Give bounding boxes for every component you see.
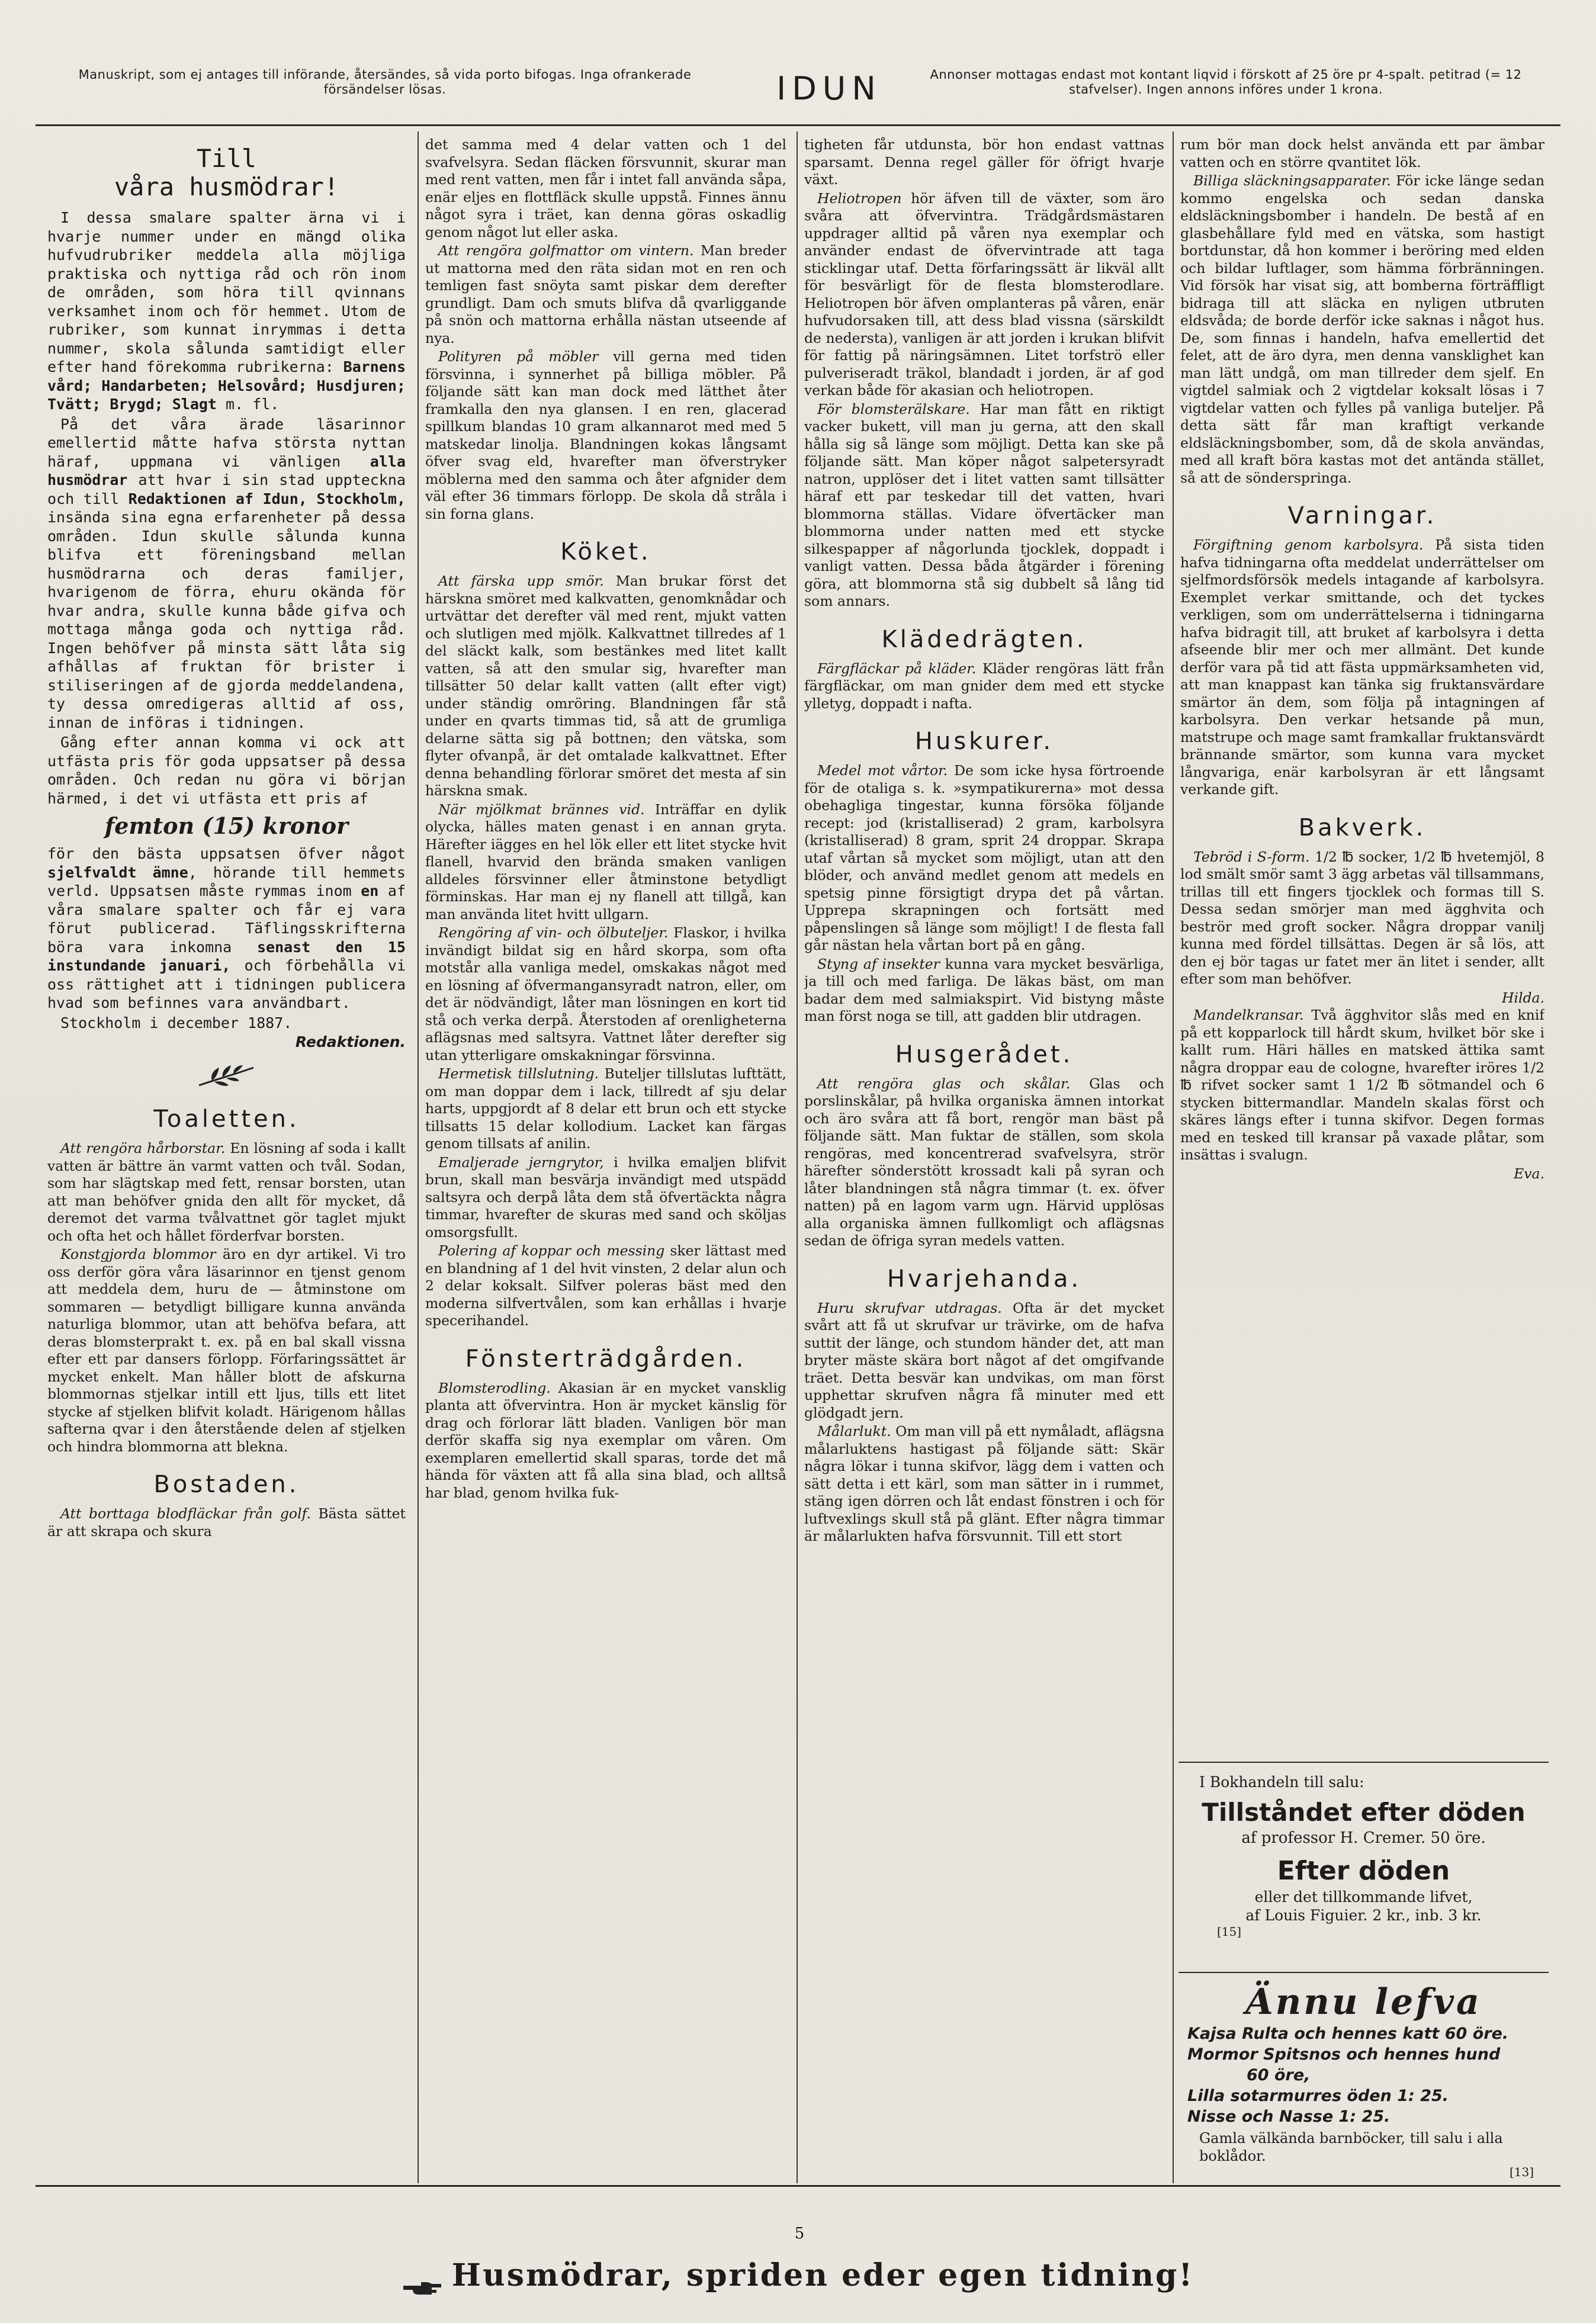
flower-lovers-title: För blomsterälskare. [817,400,970,417]
household-item1-title: Att rengöra glas och skålar. [817,1075,1071,1092]
intro-text-2 [47,844,406,1032]
kitchen-item1-text: Man brukar först det härskna smöret med kalkvatten, genomknådar och urtvättar det derefter väl med rent, mjukt vatten och slutligen med mjölk. Kalkvattnet tillredes af 1 del släckt kalk, som bestänkes med litet kallt vatten, så att den smular sig, hvarefter man tillsätter 50 delar kallt vatten (allt efter vigt) under ständig omröring. Blandningen får stå under en qvarts timmas tid, så att de grumliga delarne sätta sig på bottnen; den vätska, som flyter ofvanpå, är det omtalade kalkvattnet. Efter denna behandling förlorar smöret det mesta af sin härskna smak. [425,573,786,799]
column-rule-2 [797,131,798,2183]
intro-p4-mid2: af våra smalare spalter och får ej vara förut publicerad. Täflingsskrifterna böra vara inkomna [47,882,406,956]
book-mormor-spitsnos: Mormor Spitsnos och hennes hund [1187,2045,1501,2064]
remedy-item1-title: Medel mot vårtor. [817,762,948,779]
section-heading-kladedragten: Klädedrägten. [881,625,1087,653]
misc-item1-title: Huru skrufvar utdragas. [817,1299,1002,1316]
rug-cleaning-text: Man breder ut mattorna med den räta sidan mot en ren och temligen fast snöyta samt piskar dem derefter grundligt. Dam och smuts blifva då qvarliggande på snön och mattorna erhålla nästan utseende af nya. [425,242,786,346]
intro-p4-mid: , hörande till hemmets verld. Uppsatsen måste rymmas inom [47,863,406,899]
remedy-item1-text: De som icke hysa förtroende för de otaliga s. k. »sympatikurerna» mot dessa obehagliga tingestar, kunna försöka följande recept: jod (kristalliserad) 2 gram, karbolsyra (kristalliserad) 8 gram, sprit 24 droppar. Skrapa utaf vårtan så mycket som möjligt, utan att den blöder, och använd medlet genom att medels en spetsig pinne försigtigt drypa det på vårtan. Upprepa skrapningen och fortsätt med påpenslingen så länge som möjligt! I de flesta fall går nästan hela vårtan bort på en gång. [804,762,1164,953]
book1-details: af professor H. Cremer. 50 öre. [1241,1829,1486,1847]
advertising-notice: Annonser mottagas endast mot kontant liqvid i förskott af 25 öre pr 4-spalt. petitrad (= 12 stafvelser). Ingen annons införes under 1 krona. [930,68,1522,97]
intro-p4-en: en [361,882,379,899]
prize-amount: femton (15) kronor [104,812,349,839]
warning-item1-title: Förgiftning genom karbolsyra. [1193,536,1424,553]
kitchen-item6-title: Polering af koppar och messing [438,1242,665,1259]
home-item1-text: Bästa sättet är att skrapa och skura [47,1505,406,1540]
column-4 [1180,136,1544,1747]
intro-p4: för den bästa uppsatsen öfver något [47,845,406,862]
childrens-books-note: Gamla välkända barnböcker, till salu i alla boklådor. [1199,2130,1503,2164]
home-item1-title: Att borttaga blodfläckar från golf. [60,1505,311,1522]
section-heading-hvarjehanda: Hvarjehanda. [887,1265,1082,1293]
remedy-item2-title: Styng af insekter [817,955,940,972]
intro-deadline: senast den 15 instundande januari, [47,938,406,974]
column-2 [425,136,786,2173]
book2-title: Efter döden [1277,1856,1450,1886]
section-heading-toaletten: Toaletten. [153,1106,300,1133]
col4-continued-text: rum bör man dock helst använda ett par ämbar vatten och en större qvantitet lök. [1180,136,1544,171]
column-1 [47,136,406,2173]
heliotrope-text: hör äfven till de växter, som äro svåra att öfvervintra. Trädgårdsmästaren uppdrager alltid på våren nya exemplar och använder endast de öfvervintrade att taga sticklingar utaf. Detta förfaringssätt är likväl allt för besvärligt för de flesta blomsterodlare. Heliotropen bör äfven omplanteras på våren, enär hufvudorsaken till, att dess blad vissna (särskildt de nedersta), vanligen är att jorden i krukan blifvit för fattig på näringsämnen. Litet torfströ eller pulveriseradt träkol, blandadt i jorden, är af god verkan både för akasian och heliotropen. [804,189,1164,399]
page-header [41,65,1555,118]
rug-cleaning-title: Att rengöra golfmattor om vintern. [438,242,694,259]
toilet-item1-text: En lösning af soda i kallt vatten är bättre än varmt vatten och tvål. Sodan, som har slägtskap med fett, rensar borsten, utan att man behöfver gnida den allt för mycket, då deremot det varma tvålvattnet gör taglet mjukt och ofta het och hållet förderfvar borsten. [47,1140,406,1244]
section-heading-husgeradet: Husgerådet. [895,1040,1074,1068]
toilet-item2-text: äro en dyr artikel. Vi tro oss derför göra våra läsarinnor en tjenst genom att meddela dem, huru de — åtminstone om sommaren — betydligt billigare kunna använda naturliga blommor, utan att behöfva befara, att deras blomsterprakt t. ex. på en bal skall vissna efter ett par dansers förlopp. Förfaringssättet är mycket enkelt. Man håller blott de afskurna blommornas stjelkar intill ett ljus, tills ett litet stycke af stjelken blifvit koladt. Härigenom hållas safterna qvar i den återstående delen af stjelken och hindra blommorna att blekna. [47,1246,406,1455]
kitchen-item2-title: När mjölkmat brännes vid. [438,801,645,818]
intro-p2-mid: att hvar i sin stad uppteckna och till [47,471,406,507]
bakery-item2-text: Två ägghvitor slås med en knif på ett kopparlock till hårdt skum, hvilket bör ske i kallt rum. Häri hälles en matsked ättika samt några droppar eau de cologne, hvarefter iröres 1/2 ℔ rifvet socker samt 1 1/2 ℔ sötmandel och 6 stycken bittermandlar. Mandeln skalas först och skäres längs efter i tunna skifvor. Degen formas med en tesked till kransar på vaxade plåtar, som insättas i svalugn. [1180,1007,1544,1163]
book-advert-intro: I Bokhandeln till salu: [1199,1773,1364,1791]
editor-signature: Redaktionen. [295,1033,406,1050]
childrens-books-code: [13] [1509,2165,1534,2179]
pointing-hand-icon [402,2269,444,2287]
bakery-item1-signature: Hilda. [1501,989,1544,1006]
warning-item1-text: På sista tiden hafva tidningarna ofta meddelat underrättelser om sjelfmordsförsök medels intagande af karbolsyra. Exemplet verkar smittande, och det tyckes verkligen, som om underrättelserna i tidningarna hafva bidragit till, att bruket af karbolsyra i detta afseende blir mer och mer allmänt. Det kunde derför vara på tid att fästa uppmärksamheten vid, att man knappast kan tänka sig fruktansvärdare smärtor än dem, som följa på intagningen af karbolsyra. Den verkar hetsande på mun, matstrupe och mage samt framkallar fruktansvärdt brännande smärtor, som kunna vara mycket långvariga, enär karbolsyran är ett långsamt verkande gift. [1180,536,1544,798]
childrens-books-advert [1181,1981,1546,2179]
header-rule [36,124,1560,126]
book-nisse-nasse: Nisse och Nasse 1: 25. [1187,2107,1391,2126]
bakery-item1-title: Tebröd i S-form. [1193,848,1310,865]
book-advert [1181,1773,1546,1939]
kitchen-item4-text: Buteljer tillslutas lufttätt, om man doppar dem i lack, tillredt af sju delar harts, uppgjordt af 8 delar ett brun och ett stycke tillsatts 15 delar kollodium. Lacket kan färgas genom tillsats af anilin. [425,1065,786,1152]
remedy-item2-text: kunna vara mycket besvärliga, ja till och med farliga. De läkas bäst, om man badar dem med salmiakspirt. Vid bistyng måste man först noga se till, att gadden blir utdragen. [804,955,1164,1024]
book-mormor-spitsnos-price: 60 öre, [1247,2066,1311,2084]
fire-extinguisher-title: Billiga släckningsapparater. [1193,172,1391,189]
page-number: 5 [794,2225,805,2242]
bakery-item2-title: Mandelkransar. [1193,1007,1304,1023]
intro-p2: På det våra ärade läsarinnor emellertid måtte hafva största nyttan häraf, uppmana vi vänligen [47,415,406,470]
flower-lovers-text: Har man fått en riktigt vacker bukett, vill man ju gerna, att den skall hålla sig så länge som möjligt. Detta kan ske på följande sätt. Man köper något salpetersyradt natron, upplöser det i litet vatten samt tillsätter häraf ett par teskedar till det vatten, hvari blommorna ställas. Vidare öfvertäcker man blommorna under natten med ett stycke silkespapper af någorlunda tjocklek, doppadt i vanligt vatten. Dessa båda åtgärder i förening göra, att blommorna stå sig dubbelt så lång tid som annars. [804,400,1164,609]
ad-rule-2 [1178,1972,1549,1973]
footer-slogan-text: Husmödrar, spriden eder egen tidning! [451,2257,1194,2293]
kitchen-item2-text: Inträffar en dylik olycka, hälles maten genast i en annan gryta. Härefter iägges en hel lök eller ett litet stycke hvit flanell, hvarvid den brända smaken vanligen alldeles försvinner eller åtminstone betydligt förminskas. Har man ej ny flanell att tillgå, kan man använda litet hvitt ullgarn. [425,801,786,923]
bakery-item1-text: 1/2 ℔ socker, 1/2 ℔ hvetemjöl, 8 lod smält smör samt 3 ägg arbetas väl tillsammans, trillas till ett fingers tjocklek och formas till S. Dessa sedan smörjer man med ägghvita och beströr med groft socker. Några droppar vanilj kunna med fördel tillsättas. Degen är så lös, att den ej bör tagas ur fatet mer än litet i sender, allt efter som man behöfver. [1180,848,1544,987]
column-3 [804,136,1164,2173]
section-heading-fonstertradgarden: Fönsterträdgården. [465,1345,747,1373]
book-advert-code: [15] [1217,1924,1242,1939]
heliotrope-title: Heliotropen [817,189,902,207]
clothing-item1-text: Kläder rengöras lätt från färgfläckar, om man gnider dem med ett stycke ylletyg, doppadt i nafta. [804,660,1164,712]
book2-subtitle: eller det tillkommande lifvet, [1254,1888,1473,1906]
clothing-item1-title: Färgfläckar på kläder. [817,660,977,677]
kitchen-item3-title: Rengöring af vin- och ölbuteljer. [438,924,669,941]
footer-slogan [0,2257,1596,2293]
intro-p4-end: och förbehålla vi oss rättighet att i tidningen publicera hvad som befinnes vara användbart. [47,957,406,1011]
leaf-ornament-icon [47,1063,406,1091]
intro-p2-bold: alla husmödrar [47,452,406,489]
intro-p1: I dessa smalare spalter ärna vi i hvarje nummer under en mängd olika hufvudrubriker meddela alla möjliga praktiska och nyttiga råd och rön inom de områden, som höra till qvinnans verksamhet inom och för hemmet. Utom de rubriker, som kunnat inrymmas i detta nummer, skola sålunda samtidigt eller efter hand förekomma rubrikerna: [47,209,406,375]
furniture-polish-title: Polityren på möbler [438,348,599,365]
book-kajsa-rulta: Kajsa Rulta och hennes katt 60 öre. [1187,2025,1509,2043]
window-garden-text: Akasian är en mycket vansklig planta att öfvervintra. Hon är mycket känslig för drag och förlorar lätt bladen. Vanligen bör man derför skaffa sig nya exemplar om våren. Om exemplaren emellertid skall sparas, torde det må hända för växten att få alla sina blad, och alltså har blad, genom hvilka fuk- [425,1379,786,1501]
intro-p1-end: m. fl. [216,396,280,413]
kitchen-item4-title: Hermetisk tillslutning. [438,1065,599,1082]
kitchen-item6-text: sker lättast med en blandning af 1 del hvit vinsten, 2 delar alun och 2 delar koksalt. Silfver poleras bäst med den moderna silfvertvålen, som kan erhållas i hvarje specerihandel. [425,1242,786,1329]
toilet-item1-title: Att rengöra hårborstar. [60,1140,226,1156]
bottom-rule [36,2185,1560,2187]
col2-continued-text: det samma med 4 delar vatten och 1 del svafvelsyra. Sedan fläcken försvunnit, skurar man med rent vatten, men får i intet fall använda såpa, enär eljes en flottfläck skulle uppstå. Finnes ännu något syra i träet, kan denna göras oskadlig genom något lut eller aska. [425,136,786,240]
intro-text [47,208,406,808]
intro-rubrics: Barnens vård; Handarbeten; Helsovård; Husdjuren; Tvätt; Brygd; Slagt [47,358,406,413]
kitchen-item3-text: Flaskor, i hvilka invändigt bildat sig en hård skorpa, som ofta motstår alla vanliga medel, omskakas något med en lösning af öfvermangansyradt natron, eller, om det är nödvändigt, låter man lösningen en kort tid stå och verka derpå. Återstoden af orenligheterna aflägsnas med saltsyra. Vattnet låter derefter sig utan ytterligare omskakningar försvinna. [425,924,786,1063]
kitchen-item1-title: Att färska upp smör. [438,573,604,589]
section-heading-koket: Köket. [560,538,651,566]
book1-title: Tillståndet efter döden [1202,1798,1526,1827]
annu-lefva-title: Ännu lefva [1245,1981,1482,2023]
bakery-item2-signature: Eva. [1514,1165,1544,1182]
misc-item2-text: Om man vill på ett nymåladt, aflägsna målarluktens hastigast på följande sätt: Skär några lökar i tunna skifvor, lägg dem i vatten och sätt detta i ett kärl, som man sätter in i rummet, stäng igen dörren och låt endast fönstren i och för luftvexlings skull stå på glänt. Efter några timmar är målarlukten hafva försvunnit. Till ett stort [804,1423,1164,1544]
intro-title-line2: våra husmödrar! [114,172,339,201]
kitchen-item5-text: i hvilka emaljen blifvit brun, skall man besvärja invändigt med utspädd saltsyra och derpå låta dem stå öfvertäckta några timmar, hvarefter de skuras med sand och sköljas omsorgsfullt. [425,1154,786,1241]
intro-p2-address: Redaktionen af Idun, Stockholm, [128,490,406,507]
masthead-title: IDUN [776,70,882,107]
intro-p4-bold: sjelfvaldt ämne [47,863,188,881]
furniture-polish-text: vill gerna med tiden försvinna, i synnerhet på billiga möbler. På följande sätt kan man dock med lätthet åter framkalla den nya glansen. I en ren, glacerad spillkum blandas 10 gram alkannarot med med 5 matskedar linolja. Blandningen kokas långsamt öfver svag eld, hvarefter man öfverstryker möblerna med den samma och åter afgnider dem väl efter 36 timmars förlopp. De skola då stråla i sin forna glans. [425,348,786,522]
section-heading-varningar: Varningar. [1287,502,1437,529]
section-heading-bakverk: Bakverk. [1298,814,1427,841]
col3-continued-text: tigheten får utdunsta, bör hon endast vattnas sparsamt. Denna regel gäller för öfrigt hvarje växt. [804,136,1164,188]
section-heading-huskurer: Huskurer. [914,728,1054,755]
intro-title-line1: Till [196,144,257,173]
toilet-item2-title: Konstgjorda blommor [60,1246,216,1262]
kitchen-item5-title: Emaljerade jerngrytor, [438,1154,604,1171]
misc-item1-text: Ofta är det mycket svårt att få ut skrufvar ur trävirke, om de hafva suttit der länge, och stundom händer det, att man bryter mäste skära bort något af det omgifvande träet. Detta besvär kan undvikas, om man först upphettar skrufven några få minuter med ett glödgadt jern. [804,1299,1164,1421]
intro-p2-end: insända sina egna erfarenheter på dessa områden. Idun skulle sålunda kunna blifva ett föreningsband mellan husmödrarna och deras familjer, hvarigenom de förra, ehuru okända för hvar andra, skulle kunna både gifva och mottaga många goda och nyttiga råd. Ingen behöfver på minsta sätt låta sig afhållas af fruktan för brister i stiliseringen af de gjorda meddelandena, ty dessa omredigeras alltid af oss, innan de införas i tidningen. [47,509,406,731]
misc-item2-title: Målarlukt. [817,1423,891,1440]
manuscript-notice: Manuskript, som ej antages till införande, återsändes, så vida porto bifogas. Inga ofrankerade försändelser lösas. [78,68,692,97]
book-lilla-sotarmurre: Lilla sotarmurres öden 1: 25. [1187,2087,1449,2105]
ad-rule-1 [1178,1762,1549,1763]
column-rule-1 [418,131,419,2183]
window-garden-title: Blomsterodling. [438,1379,551,1396]
column-rule-3 [1173,131,1174,2183]
book2-details: af Louis Figuier. 2 kr., inb. 3 kr. [1245,1907,1482,1924]
intro-p3: Gång efter annan komma vi ock att utfästa pris för goda uppsatser på dessa områden. Och redan nu göra vi början härmed, i det vi utfästa ett pris af [47,734,406,807]
section-heading-bostaden: Bostaden. [153,1471,300,1498]
household-item1-text: Glas och porslinskålar, på hvilka organiska ämnen intorkat och äro svåra att få bort, rengör man bäst på följande sätt. Man fuktar de ställen, som skola rengöras, med koncentrerad svafvelsyra, strör härefter sönderstött krossadt kali på syran och låter blandningen stå några timmar (t. ex. öfver natten) på en lagom varm ugn. Härvid upplösas alla organiska ämnen fullkomligt och aflägsnas sedan de öfriga syran medels vatten. [804,1075,1164,1249]
intro-place-date: Stockholm i december 1887. [60,1014,293,1032]
fire-extinguisher-text: För icke länge sedan kommo engelska och sedan danska eldsläckningsbomber i handeln. De bestå af en glasbehållare fyld med en vätska, som hastigt bortdunstar, då hon kommer i beröring med elden och bildar luftlager, som hämma förbränningen. Vid försök har visat sig, att bomberna förträffligt bidraga till att släcka en nyligen utbruten eldsvåda; de borde derför icke saknas i något hus. De, som finnas i handeln, hafva emellertid det felet, att de äro dyra, men denna vansklighet kan man lätt undgå, om man tillreder dem sjelf. En vigtdel salmiak och 2 vigtdelar koksalt lösas i 7 vigtdelar vatten och fylles på vanliga buteljer. På detta sätt får man kraftigt verkande eldsläckningsbomber, som, då de skola användas, med all kraft böra kastas mot det antända stället, så att de sönderspringa. [1180,172,1544,486]
